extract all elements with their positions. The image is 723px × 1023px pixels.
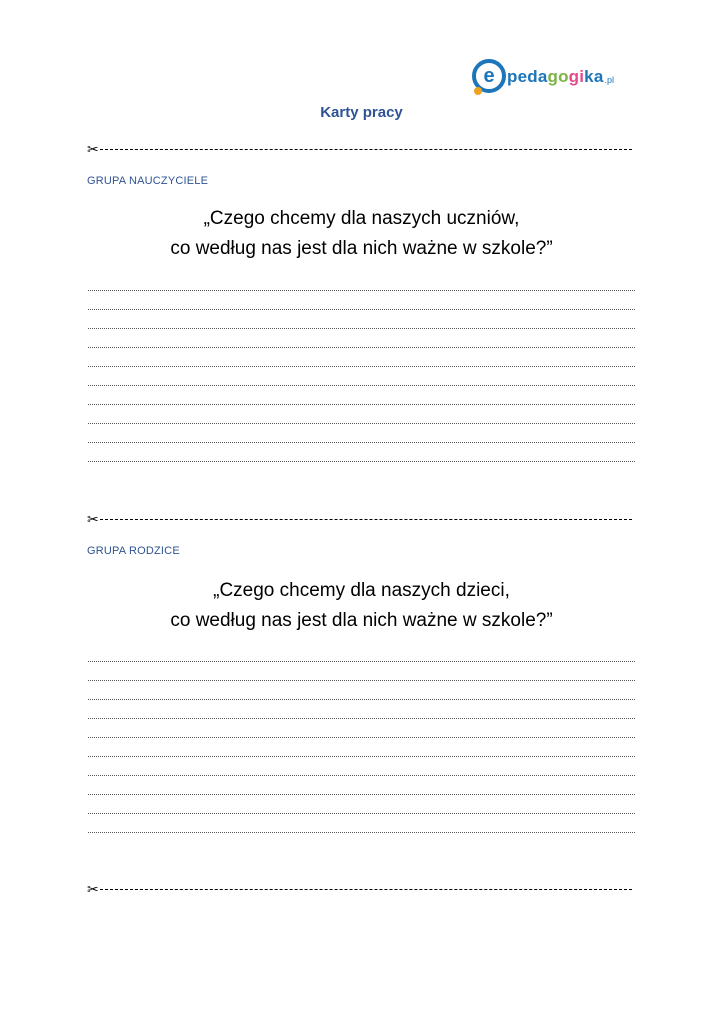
dashed-line: [100, 149, 632, 150]
question-line-1: „Czego chcemy dla naszych uczniów,: [203, 208, 520, 229]
logo-part-3: gi: [568, 67, 585, 86]
answer-line[interactable]: [88, 795, 635, 814]
answer-line[interactable]: [88, 738, 635, 757]
cut-line-2: [87, 511, 632, 527]
scissors-icon: ✂: [87, 141, 100, 157]
scissors-icon: ✂: [87, 511, 100, 527]
answer-line[interactable]: [88, 348, 635, 367]
answer-line[interactable]: [88, 700, 635, 719]
question-teachers: [0, 204, 723, 264]
logo-part-4: ka: [584, 67, 604, 86]
answer-line[interactable]: [88, 757, 635, 776]
logo-tld: .pl: [604, 75, 614, 85]
logo-dot: [474, 87, 482, 95]
answer-line[interactable]: [88, 814, 635, 833]
dashed-line: [100, 519, 632, 520]
question-line-1: „Czego chcemy dla naszych dzieci,: [213, 580, 510, 601]
question-line-2: co według nas jest dla nich ważne w szkole?”: [170, 238, 553, 259]
answer-line[interactable]: [88, 643, 635, 662]
question-line-2: co według nas jest dla nich ważne w szkole?”: [170, 610, 553, 631]
answer-line[interactable]: [88, 662, 635, 681]
logo-wordmark: [507, 67, 603, 87]
answer-line[interactable]: [88, 776, 635, 795]
epedagogika-logo: [472, 56, 632, 96]
group-label-parents: GRUPA RODZICE: [87, 545, 180, 557]
dashed-line: [100, 889, 632, 890]
answer-line[interactable]: [88, 291, 635, 310]
logo-e-mark-icon: [472, 59, 506, 93]
answer-line[interactable]: [88, 329, 635, 348]
group-label-teachers: GRUPA NAUCZYCIELE: [87, 175, 209, 187]
answer-line[interactable]: [88, 719, 635, 738]
logo-part-1: peda: [507, 67, 548, 86]
answer-line[interactable]: [88, 310, 635, 329]
page-title: Karty pracy: [320, 104, 403, 121]
answer-line[interactable]: [88, 272, 635, 291]
answer-line[interactable]: [88, 424, 635, 443]
answer-line[interactable]: [88, 443, 635, 462]
scissors-icon: ✂: [87, 881, 100, 897]
logo-part-2: go: [547, 67, 569, 86]
answer-line[interactable]: [88, 386, 635, 405]
answer-area-parents[interactable]: [88, 643, 635, 833]
answer-area-teachers[interactable]: [88, 272, 635, 462]
answer-line[interactable]: [88, 681, 635, 700]
question-parents: [0, 576, 723, 636]
answer-line[interactable]: [88, 367, 635, 386]
logo-letter: e: [483, 65, 495, 87]
cut-line-1: [87, 141, 632, 157]
answer-line[interactable]: [88, 405, 635, 424]
cut-line-3: [87, 881, 632, 897]
